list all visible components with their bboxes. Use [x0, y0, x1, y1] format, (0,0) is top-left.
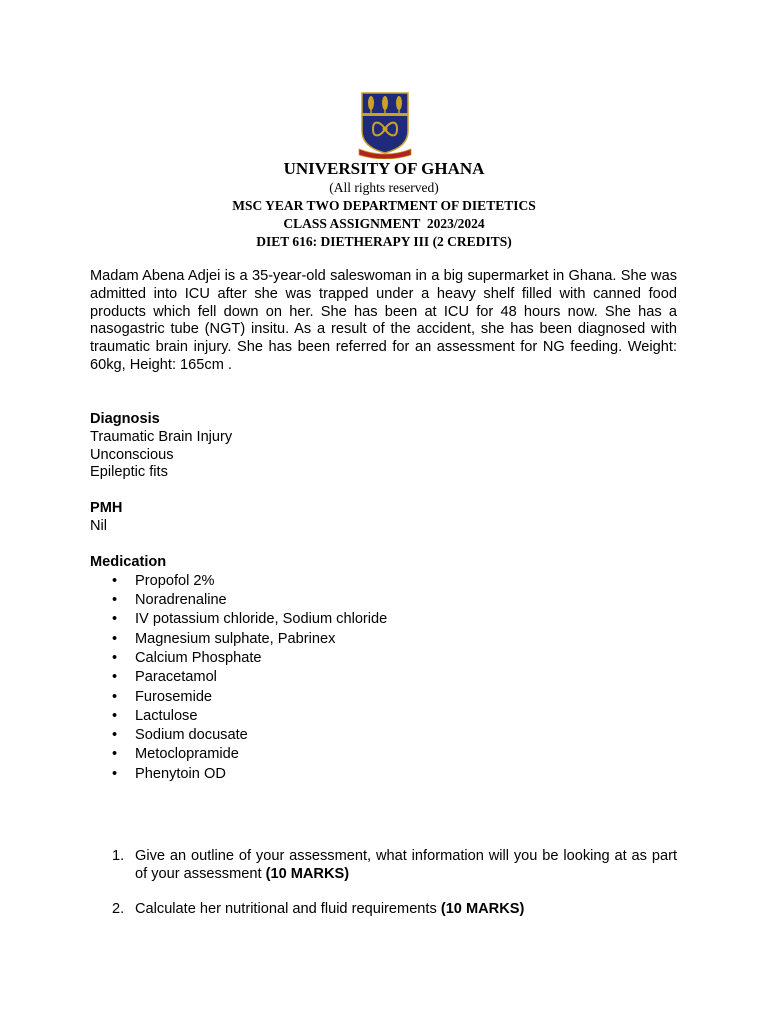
medication-item — [90, 707, 677, 726]
medication-item — [90, 649, 677, 668]
pmh-heading: PMH — [90, 500, 123, 516]
bullet-icon: • — [112, 592, 118, 609]
bullet-icon: • — [112, 746, 118, 763]
question-item — [90, 848, 677, 884]
bullet-icon: • — [112, 572, 118, 589]
bullet-icon: • — [112, 688, 118, 705]
medication-label: Magnesium sulphate, Pabrinex — [135, 630, 336, 647]
medication-item — [90, 572, 677, 591]
medication-label: Furosemide — [135, 688, 213, 705]
question-number: 2. — [112, 901, 125, 918]
case-description: Madam Abena Adjei is a 35-year-old saleswoman in a big supermarket in Ghana. She was admitted into ICU after she was trapped under a heavy shelf filled with canned food products which fell down on her. She has been at ICU for 48 hours now. She has a nasogastric tube (NGT) insitu. As a result of the accident, she has been diagnosed with traumatic brain injury. She has been referred for an assessment for NG feeding. Weight: 60kg, Height: 165cm . — [90, 268, 677, 373]
medication-label: Noradrenaline — [135, 592, 227, 609]
bullet-icon: • — [112, 649, 118, 666]
bullet-icon: • — [112, 727, 118, 744]
medication-item — [90, 668, 677, 687]
question-number: 1. — [112, 848, 125, 864]
bullet-icon: • — [112, 669, 118, 686]
bullet-icon: • — [112, 611, 118, 628]
question-item — [90, 901, 677, 919]
bullet-icon: • — [112, 707, 118, 724]
medication-item — [90, 688, 677, 707]
rights-notice: (All rights reserved) — [329, 180, 439, 195]
medication-label: Sodium docusate — [135, 727, 248, 744]
university-crest-icon — [357, 91, 413, 159]
medication-label: Phenytoin OD — [135, 765, 226, 782]
bullet-icon: • — [112, 765, 118, 782]
pmh-value: Nil — [90, 517, 108, 534]
bullet-icon: • — [112, 630, 118, 647]
medication-list — [90, 572, 677, 784]
medication-label: Calcium Phosphate — [135, 649, 262, 666]
medication-item — [90, 726, 677, 745]
pmh-section — [90, 500, 677, 536]
medication-section — [90, 554, 677, 784]
medication-item — [90, 591, 677, 610]
question-text: Calculate her nutritional and fluid requirements — [135, 901, 441, 918]
diagnosis-heading: Diagnosis — [90, 411, 160, 427]
medication-label: IV potassium chloride, Sodium chloride — [135, 611, 388, 628]
question-marks: (10 MARKS) — [265, 865, 350, 882]
questions-list — [90, 848, 677, 936]
medication-heading: Medication — [90, 554, 167, 570]
medication-item — [90, 610, 677, 629]
medication-item — [90, 630, 677, 649]
medication-label: Propofol 2% — [135, 572, 215, 589]
medication-label: Lactulose — [135, 707, 198, 724]
medication-label: Paracetamol — [135, 669, 217, 686]
course-title: DIET 616: DIETHERAPY III (2 CREDITS) — [256, 234, 512, 249]
medication-label: Metoclopramide — [135, 746, 239, 763]
diagnosis-item: Epileptic fits — [90, 464, 168, 481]
medication-item — [90, 745, 677, 764]
university-title: UNIVERSITY OF GHANA — [283, 159, 485, 178]
department-title: MSC YEAR TWO DEPARTMENT OF DIETETICS — [232, 198, 536, 213]
question-text: Give an outline of your assessment, what information will you be looking at as part of your assessment — [135, 848, 677, 882]
question-marks: (10 MARKS) — [440, 901, 525, 918]
assignment-title: CLASS ASSIGNMENT 2023/2024 — [283, 216, 485, 231]
diagnosis-item: Unconscious — [90, 446, 174, 463]
diagnosis-section — [90, 411, 677, 482]
diagnosis-item: Traumatic Brain Injury — [90, 428, 233, 445]
medication-item — [90, 765, 677, 784]
